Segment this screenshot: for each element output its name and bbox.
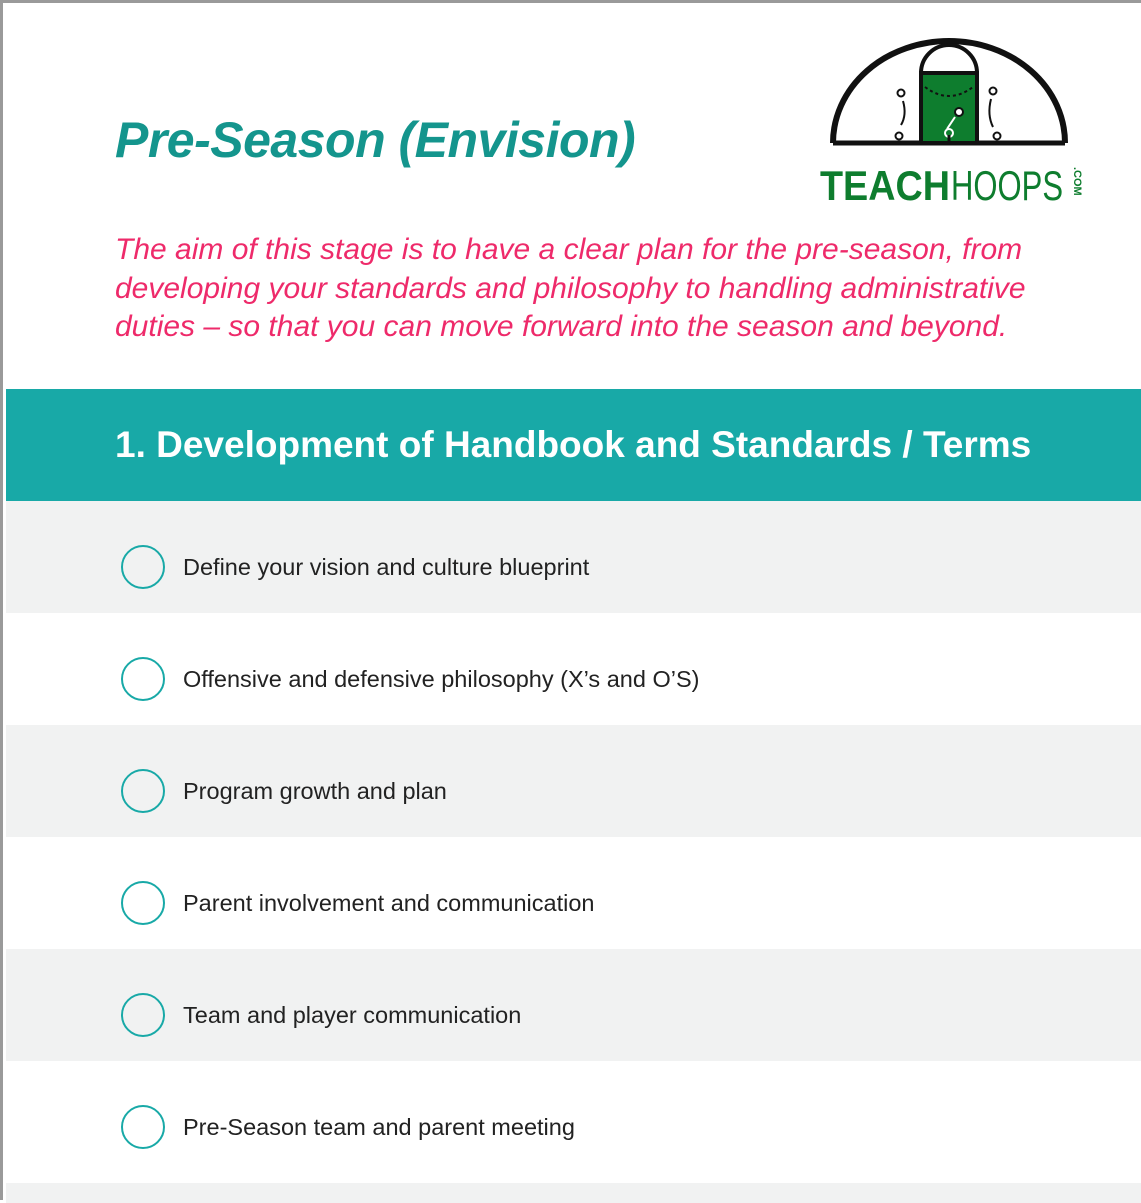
svg-text:TEACH: TEACH <box>820 162 950 209</box>
checklist-item <box>6 949 1141 1061</box>
teachhoops-logo <box>815 35 1085 215</box>
checklist-item <box>6 1061 1141 1173</box>
checklist-item-label: Program growth and plan <box>183 778 447 804</box>
checkbox-circle-icon[interactable] <box>121 657 165 701</box>
checklist-item-label: Parent involvement and communication <box>183 890 595 916</box>
checklist-item <box>6 613 1141 725</box>
checkbox-circle-icon[interactable] <box>121 1105 165 1149</box>
checklist-item-partial <box>6 1183 1141 1203</box>
checklist-item <box>6 837 1141 949</box>
checklist-item <box>6 725 1141 837</box>
checkbox-circle-icon[interactable] <box>121 881 165 925</box>
checklist-item-label: Team and player communication <box>183 1002 522 1028</box>
checkbox-circle-icon[interactable] <box>121 545 165 589</box>
page-title: Pre-Season (Envision) <box>115 112 636 168</box>
checklist-item-label: Pre-Season team and parent meeting <box>183 1114 575 1140</box>
svg-text:.COM: .COM <box>1071 167 1083 196</box>
checklist-item-label: Offensive and defensive philosophy (X’s and O’S) <box>183 666 700 692</box>
section-title: 1. Development of Handbook and Standards / Terms <box>115 424 1032 465</box>
intro-text: The aim of this stage is to have a clear plan for the pre-season, from developing your standards and philosophy to handling administrative duties – so that you can move forward into the season and beyond. <box>115 233 1026 343</box>
checklist <box>6 501 1141 1173</box>
checklist-item <box>6 501 1141 613</box>
checkbox-circle-icon[interactable] <box>121 769 165 813</box>
section-header <box>6 389 1141 501</box>
checkbox-circle-icon[interactable] <box>121 993 165 1037</box>
svg-text:HOOPS: HOOPS <box>951 162 1063 209</box>
checklist-item-label: Define your vision and culture blueprint <box>183 554 590 580</box>
